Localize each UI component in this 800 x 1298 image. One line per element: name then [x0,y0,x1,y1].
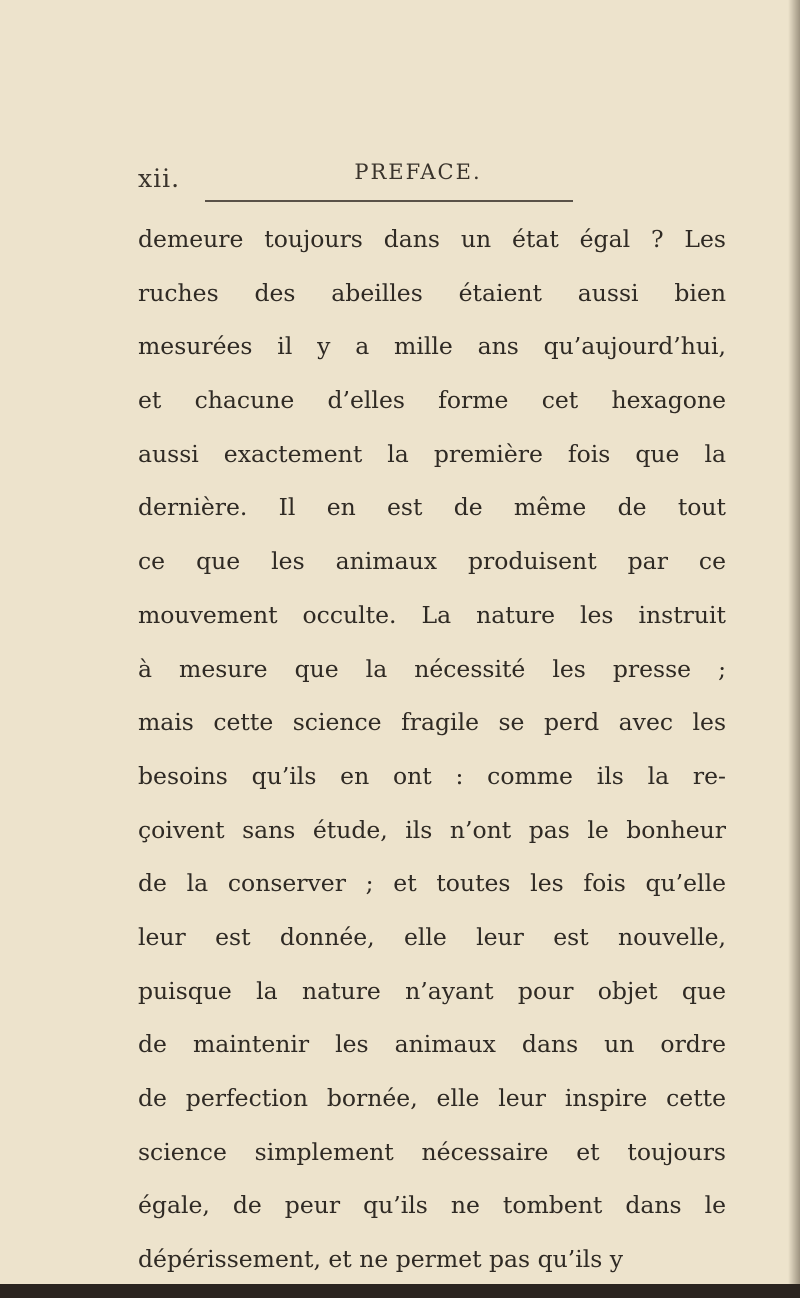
text-line: leur est donnée, elle leur est nouvelle, [138,922,726,951]
text-line: de maintenir les animaux dans un ordre [138,1030,726,1059]
text-line: mouvement occulte. La nature les instruit [138,600,726,629]
page-number: xii. [138,164,181,193]
text-line: égale, de peur qu’ils ne tombent dans le [138,1191,726,1220]
text-line: demeure toujours dans un état égal ? Les [138,225,726,253]
page-bottom-edge [0,1284,800,1298]
text-line: puisque la nature n’ayant pour objet que [138,976,726,1005]
text-line: dépérissement, et ne permet pas qu’ils y [138,1245,624,1274]
text-line: aussi exactement la première fois que la [138,439,726,468]
text-line: de perfection bornée, elle leur inspire cette [138,1084,726,1112]
text-line: çoivent sans étude, ils n’ont pas le bonheur [138,815,726,844]
text-line: ce que les animaux produisent par ce [138,547,726,576]
text-line: mesurées il y a mille ans qu’aujourd’hui, [138,332,726,361]
body-text [138,213,726,1287]
text-line: de la conserver ; et toutes les fois qu’elle [138,869,726,898]
text-line: ruches des abeilles étaient aussi bien [138,278,726,307]
text-line: mais cette science fragile se perd avec les [138,708,726,737]
running-head: PREFACE. [354,160,482,184]
text-line: science simplement nécessaire et toujours [138,1137,726,1166]
text-line: besoins qu’ils en ont : comme ils la re- [138,761,726,790]
page-edge-shadow [788,0,800,1298]
page-header [138,160,698,200]
text-line: dernière. Il en est de même de tout [138,493,726,522]
header-rule [205,200,573,202]
text-line: et chacune d’elles forme cet hexagone [138,386,726,415]
text-line: à mesure que la nécessité les presse ; [138,654,726,683]
